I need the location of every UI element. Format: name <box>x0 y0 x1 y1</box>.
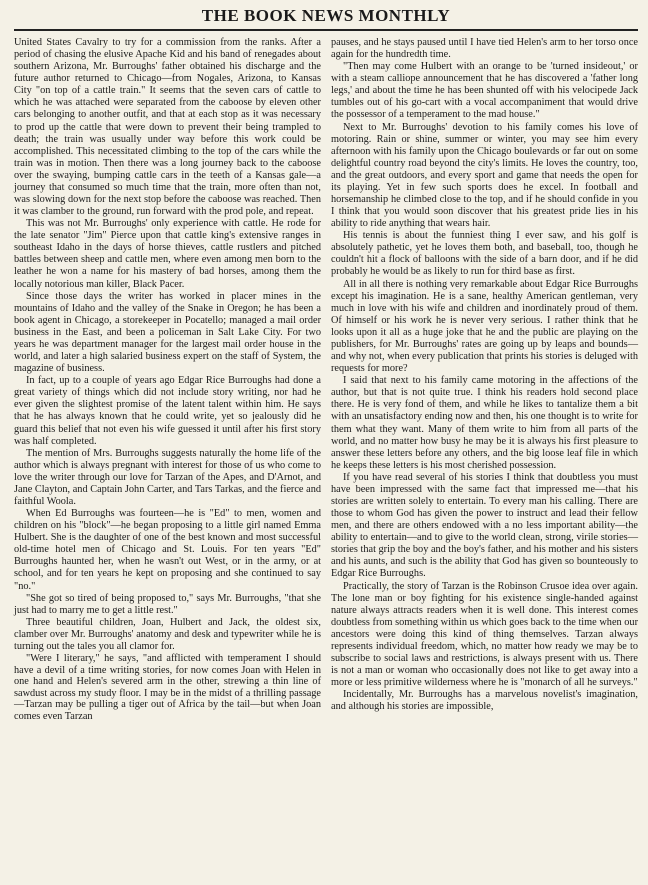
paragraph: The mention of Mrs. Burroughs suggests naturally the home life of the author which is always pregnant with interest for those of us who come to love the writer through our love for Tarzan of the Apes, and D'Arnot, and Jane Clayton, and Captain John Carter, and Tars Tarkas, and the fierce and faithful Woola. <box>14 447 321 507</box>
paragraph: Next to Mr. Burroughs' devotion to his family comes his love of motoring. Rain or shine, summer or winter, you may see him every afternoon with his family upon the Chicago boulevards or far out on some delightful country road beyond the city's limits. He loves the country, too, and the great outdoors, and every sport and game that needs the open for its playing. Yet in few such sports does he excel. In football and horsemanship he climbed close to the top, and if he should confide in you I think that you would soon discover that his greatest pride lies in his ability to ride anything that wears hair. <box>331 121 638 230</box>
paragraph: In fact, up to a couple of years ago Edgar Rice Burroughs had done a great variety of things which did not include story writing, nor had he ever given the slightest promise of the latent talent within him. He says that he has always known that he could write, yet so jealously did he guard this belief that not even his wife guessed it until after his first story was half completed. <box>14 375 321 447</box>
paragraph: "Then may come Hulbert with an orange to be 'turned insideout,' or with a steam calliope announcement that he has discovered a 'father long legs,' and about the time he has been shunted off with his velocipede Jack tumbles out of his go-cart with a vocal accompaniment that would drive the possessor of a temperament to the mad house." <box>331 61 638 121</box>
paragraph: This was not Mr. Burroughs' only experience with cattle. He rode for the late senator "Jim" Pierce upon that cattle king's extensive ranges in southeast Idaho in the days of horse thieves, cattle rustlers and pitched battles between sheep and cattle men, where even among men born to the leather he won a name for his mastery of bad horses, among them the locally notorious man killer, Black Pacer. <box>14 218 321 290</box>
paragraph: I said that next to his family came motoring in the affections of the author, but that is not quite true. I think his readers hold second place there. He is very fond of them, and while he likes to tantalize them a bit with an unsatisfactory ending now and then, his one thought is to write for them what they want. Many of them write to him from all parts of the world, and no matter how busy he may be it is always his first pleasure to answer these letters before any others, and the big loose leaf file in which he keeps these letters is his most cherished possession. <box>331 375 638 471</box>
paragraph: All in all there is nothing very remarkable about Edgar Rice Burroughs except his imagination. He is a sane, healthy American gentleman, very much in love with his wife and children and inordinately proud of them. Of himself or his work he is never very serious. I rather think that he looks upon it all as a huge joke that he and the public are playing on the publishers, for Mr. Burroughs' rates are going up by leaps and bounds—and why not, when every publication that prints his stories is deluged with requests for more? <box>331 278 638 375</box>
page-header: THE BOOK NEWS MONTHLY <box>14 6 638 31</box>
article-body <box>14 37 638 723</box>
paragraph: Incidentally, Mr. Burroughs has a marvelous novelist's imagination, and although his stories are impossible, <box>331 689 638 712</box>
paragraph: Practically, the story of Tarzan is the Robinson Crusoe idea over again. The lone man or boy fighting for his existence single-handed against nature always attracts readers when it is well done. This interest comes doubtless from something within us which goes back to the time when our ancestors were doing this kind of thing themselves. Tarzan always represents individual freedom, which, no matter how ready we may be to subscribe to social laws and restrictions, is always present with us. There is not a man or woman who occasionally does not like to get away into a more or less primitive wilderness where he is "monarch of all he surveys." <box>331 580 638 689</box>
right-column <box>331 37 638 723</box>
paragraph: Since those days the writer has worked in placer mines in the mountains of Idaho and the valley of the Snake in Oregon; he has been a book agent in Chicago, a storekeeper in Pocatello; managed a mail order business in the East, and been a policeman in Salt Lake City. For two years he was department manager for the largest mail order house in the world, and later a high salaried business expert on the staff of System, the magazine of business. <box>14 290 321 375</box>
paragraph: His tennis is about the funniest thing I ever saw, and his golf is absolutely pathetic, yet he loves them both, and baseball, too, though he couldn't hit a flock of balloons with the side of a barn door, and if he did probably he would be as likely to run for third base as first. <box>331 230 638 278</box>
paragraph: "Were I literary," he says, "and afflicted with temperament I should have a devil of a time writing stories, for now comes Joan with Helen in one hand and Helen's severed arm in the other, strewing a thin line of sawdust across my study floor. I may be in the midst of a thrilling passage—Tarzan may be pulling a tiger out of Africa by the tail—but when Joan comes even Tarzan <box>14 652 321 722</box>
paragraph: pauses, and he stays paused until I have tied Helen's arm to her torso once again for the hundredth time. <box>331 37 638 61</box>
paragraph: If you have read several of his stories I think that doubtless you must have been impressed with the same fact that impressed me—that his stories are written solely to entertain. To every man his calling. There are those to whom God has given the power to instruct and lead their fellow men, and there are others endowed with a no less important ability—the ability to entertain—and to give to the world clean, strong, virile stories—stories that grip the boy and the boy's father, and his mother and his sisters and his aunts, and such is the ability that God has given so bounteously to Edgar Rice Burroughs. <box>331 471 638 580</box>
paragraph: "She got so tired of being proposed to," says Mr. Burroughs, "that she just had to marry me to get a little rest." <box>14 592 321 616</box>
left-column <box>14 37 321 723</box>
paragraph: When Ed Burroughs was fourteen—he is "Ed" to men, women and children on his "block"—he began proposing to a little girl named Emma Hulbert. She is the daughter of one of the best known and most successful old-time hotel men of Chicago and St. Louis. For ten years "Ed" Burroughs haunted her, when he wasn't out West, or in the army, or at school, and for ten years he kept on proposing and she continued to say "no." <box>14 508 321 592</box>
paragraph: United States Cavalry to try for a commission from the ranks. After a period of chasing the elusive Apache Kid and his band of renegades about southern Arizona, Mr. Burroughs' father obtained his discharge and the future author returned to Chicago—from Nogales, Arizona, to Kansas City "on top of a cattle train." It seems that the seven cars of cattle to which he was attached were separated from the caboose by eleven other cars belonging to another outfit, and that at each stop as it was necessary to prod up the cattle that were down to prevent their being trampled to death; the train was usually under way before this work could be accomplished. This necessitated climbing to the top of the cars while the train was in motion. Then there was a long journey back to the caboose over the swaying, bumping cattle cars in the teeth of a Kansas gale—a journey that consumed so much time that the train, more often than not, was slowing down for the next stop before the caboose was reached. Then it was clamber to the ground, run forward with the prod pole, and repeat. <box>14 37 321 218</box>
paragraph: Three beautiful children, Joan, Hulbert and Jack, the oldest six, clamber over Mr. Burroughs' anatomy and desk and typewriter while he is turning out the tales you all clamor for. <box>14 616 321 652</box>
